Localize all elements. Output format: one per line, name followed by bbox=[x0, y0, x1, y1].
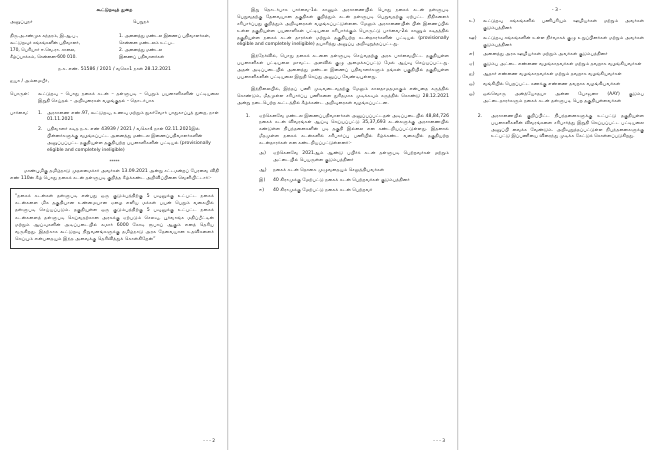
refs-label: பார்வை: bbox=[10, 110, 29, 116]
condition-text: குடும்ப அட்டை எண்ணை வழங்காதவர்கள் மற்றும் தவறாக வழங்கியவர்கள் bbox=[483, 62, 642, 68]
condition-item bbox=[469, 36, 644, 50]
references-list bbox=[38, 111, 219, 158]
condition-text: ஆதார் எண்ணை வழங்காதவர்கள் மற்றும் தவறாக வழங்கியவர்கள் bbox=[483, 72, 622, 78]
page-number: - - - 3 bbox=[433, 439, 445, 444]
item-text: ஏற்கெனவே மண்டல இணைப்பதிவாளர்கள் அனுப்பப்பட்டதன் அடிப்படையில் 48,84,726 நகைக் கடன் விவரங்கள் ஆய்வு செய்யப்பட்டு 35,37,693 கடன்களுக்கு அரசாணையில் கண்டுள்ள நிபந்தனைகளின் படி தகுதி இல்லை என கண்டறியப்பட்டுள்ளது. இதனால் மீதமுள்ள நகைக் கடன்களில் சரிபார்ப்பு பணியில் கீழ்க்கண்ட வகையில் தகுதியற்ற கடன்தாரர்கள் என கண்டறியப்பட்டுள்ளனர்:- bbox=[259, 113, 449, 147]
condition-item bbox=[259, 168, 449, 175]
condition-item bbox=[469, 52, 644, 59]
condition-marker: எ) bbox=[469, 52, 475, 58]
department-heading: கூட்டுறவுத் துறை bbox=[96, 8, 133, 13]
condition-marker: உ) bbox=[469, 18, 475, 24]
condition-item bbox=[469, 72, 644, 79]
receiver-address bbox=[105, 33, 219, 61]
condition-item bbox=[469, 82, 644, 89]
document-page-2 bbox=[229, 0, 458, 450]
salutation: ஐயா / அம்மையீர், bbox=[10, 78, 50, 84]
condition-marker: ஒ) bbox=[469, 82, 475, 88]
condition-text: ஏற்கெனவே 2021ஆம் ஆண்டு பயிர்க் கடன் தள்ளுபடி பெற்றவர்கள் மற்றும் அட்டையில் பெயருள்ள குடும்பத்தினர் bbox=[273, 151, 449, 163]
announcement-quote: “நகைக் கடன்கள் தள்ளுபடி என்பது ஒரு குடும்பத்திற்கு 5 பவுனுக்கு உட்பட்ட நகைக் கடன்களை மிக தகுதியான உண்மையான ஏழை எளிய மக்கள் பயன் பெறும் வகையில் தள்ளுபடி செய்யப்படும். தகுதியுள்ள ஒரு குடும்பத்திற்கு 5 பவுனுக்கு உட்பட்ட நகைக் கடன்களைத் தள்ளுபடி செய்வதற்கான அரசுக்கு ஏற்படும் செலவு, பூர்வாங்க மதிப்பீட்டின் மற்றும் ஆய்வுகளின் அடிப்படையில் சுமார் 6000 கோடி ரூபாய் ஆகும் எனத் தெரிய வருகிறது. இதற்காக கூட்டுறவு நிறுவனங்களுக்கு தமிழ்நாடு அரசு தேவையான உதவிகளைச் செய்யும் என்பதையும் இந்த அவைக்கு தெரிவித்துக் கொள்கிறேன்” bbox=[10, 188, 219, 249]
condition-item bbox=[259, 151, 449, 165]
condition-text: ஒவ்வொரு அன்த்யோதயா அன்ன யோஜனா (AAY) குடும்ப அட்டைதாரர்களும் நகைக் கடன் தள்ளுபடி பெற தகுதியுள்ளவர்கள் bbox=[483, 92, 644, 104]
sender-line: திரு.அ.சண்முக சுந்தரம், இ.ஆ.ப., bbox=[10, 33, 79, 39]
receiver-line: 2. அனைத்து மண்டல bbox=[119, 47, 163, 53]
condition-marker: ஆ) bbox=[259, 167, 267, 173]
page-number: - 3 - bbox=[551, 8, 562, 13]
sender-line: 170, பெரியார் ஈ.வெ.ரா. சாலை, bbox=[10, 47, 76, 53]
sender-line: கூட்டுறவுச் சங்கங்களின் பதிவாளர், bbox=[10, 40, 81, 46]
condition-text: கூட்டுறவு சங்கங்களின் உள்ள நிர்வாகக் குழு உறுப்பினர்கள் மற்றும் அவர்கள் குடும்பத்தினர் bbox=[483, 35, 644, 48]
separator-stars: ***** bbox=[109, 158, 120, 164]
document-page-1 bbox=[0, 0, 228, 450]
page-number: - - - 2 bbox=[203, 439, 215, 444]
receiver-line: சென்னை மண்டலம் உட்பட bbox=[119, 40, 175, 46]
paragraph: இந்நிலையில், இந்தப் பணி முடிவடைவதற்கு மேலும் காலதாமதமாகும் என்பதை கருத்தில் கொண்டும், மீதமுள்ள சரிபார்ப்பு பணிகளை துரிதமாக முடிக்கவும் கருத்தில் கொண்டு 28.12.2021 அன்று நடைபெற்ற கூட்டத்தில் கீழ்க்கண்ட அறிவுரைகள் வழங்கப்பட்டன. bbox=[237, 86, 449, 106]
condition-marker: ஐ) bbox=[469, 72, 475, 78]
paragraph: இந்நேர்வில், பொது நகைக் கடனை தள்ளுபடி செய்வதற்கு அரசு பார்வையிட்ட தகுதியுள்ள பயனாளிகள் பட்டியலை மாவட்ட அளவில் குழு அமைக்கப்பட்டு மேல் ஆய்வு செய்யப்பட்டது. அதன் அடிப்படையில் அனைத்து மண்டல இணைப் பதிவாளர்களும் தங்கள் பகுதியில் தகுதியுள்ள பயனாளிகளின் பட்டியலை இறுதி செய்து அனுப்ப வேண்டியுள்ளது. bbox=[237, 54, 449, 81]
condition-text: வங்கியில் பெறப்பட்ட கணக்கு எண்ணை தவறாக வழங்கியவர்கள் bbox=[483, 82, 621, 88]
condition-marker: இ) bbox=[259, 177, 266, 183]
condition-item bbox=[469, 62, 644, 69]
condition-item bbox=[259, 178, 449, 185]
receiver-line: இணைப் பதிவாளர்கள் bbox=[119, 54, 165, 60]
condition-list bbox=[259, 151, 449, 194]
reference-item: 2. பதிவாளர் கடித ந.க. எண் 43939 / 2021 / வகொ4 நாள் 02.11.2021இல் பின்னர்களுக்கு வழங்கப்பட்ட அனைத்து மண்டல இணைப்பதிவாளர்களின் அனுப்பப்பட்ட தகுதியுள்ள தகுதியற்ற பயனாளிகளின் பட்டியல் (provisionally eligible and completely ineligible) bbox=[38, 127, 219, 155]
condition-item bbox=[469, 19, 644, 33]
condition-marker: அ) bbox=[259, 151, 266, 157]
para-number: 2. bbox=[477, 113, 483, 119]
reference-text: பதிவாளர் கடித ந.க. எண் 43939 / 2021 / வகொ4 நாள் 02.11.2021இல் பின்னர்களுக்கு வழங்கப்பட்ட அனைத்து மண்டல இணைப்பதிவாளர்களின் அனுப்பப்பட்ட தகுதியுள்ள தகுதியற்ற பயனாளிகளின் பட்டியல் (provisionally eligible and completely ineligible) bbox=[47, 127, 211, 153]
condition-text: 40 கிராமுக்கு மேற்பட்டு நகைக் கடன் பெற்றவர் bbox=[273, 187, 373, 193]
paragraph: இது தொடர்பாக பார்வை-1ல் காணும் அரசாணையில் பொது நகைக் கடன் தள்ளுபடி பெறுவதற்கு தேவையான தகுதிகள் குறித்தும் கடன் தள்ளுபடி பெறுவதற்கு ஏற்பட்ட நிதிகளைச் சரிபார்ப்பது குறித்தும் அறிவுரைகள் வழங்கப்பட்டுள்ளன. மேலும் அரசாணையின் பின் இணைப்பில் உள்ள தகுதியுள்ள பயனாளிகள் பட்டியலை சரிபார்க்கும் பொருட்டு பார்வை-2ல் காணும் கடிதத்தில் தகுதியுள்ள நகைக் கடன் தாரர்கள் மற்றும் தகுதியற்ற கடன்தாரர்களின் பட்டியல் (provisionally eligible and completely ineligible) தயாரித்து அனுப்ப அறிவுறுத்தப்பட்டது. bbox=[237, 8, 449, 48]
subject-label: பொருள்: bbox=[10, 91, 30, 97]
condition-text: 40 கிராமுக்கு மேற்பட்டு நகைக் கடன் பெற்றவர்கள் குடும்பத்தினர் bbox=[273, 177, 410, 183]
condition-marker: ஈ) bbox=[259, 187, 265, 193]
condition-text: அனைத்து அரசு ஊழியர்கள் மற்றும் அவர்கள் குடும்பத்தினர் bbox=[483, 52, 608, 58]
document-page-3 bbox=[459, 0, 650, 450]
sender-address bbox=[10, 33, 105, 61]
reference-text: அரசாணை எண்.97, கூட்டுறவு, உணவு மற்றும் நுகர்வோர் பாதுகாப்புத் துறை, நாள் 01.11.2021 bbox=[47, 110, 219, 123]
reference-item: 1. அரசாணை எண்.97, கூட்டுறவு, உணவு மற்றும் நுகர்வோர் பாதுகாப்புத் துறை, நாள் 01.11.2021 bbox=[38, 110, 219, 123]
subject-text: கூட்டுறவு – பொது நகைக் கடன் – தள்ளுபடி – பெறும் பயனாளிகளின் பட்டியலை இறுதி செய்தல் – அறிவுரைகள் வழங்குதல் – தொடர்பாக bbox=[38, 91, 219, 104]
sender-label: அனுப்புநர் bbox=[10, 19, 33, 25]
receiver-label: பெறுநர் bbox=[132, 19, 149, 25]
condition-marker: ஓ) bbox=[469, 92, 475, 98]
sender-line: கீழ்ப்பாக்கம், சென்னை-600 010. bbox=[10, 54, 77, 60]
condition-marker: ஏ) bbox=[469, 62, 475, 68]
condition-marker: ஊ) bbox=[469, 35, 477, 41]
condition-item bbox=[469, 92, 644, 106]
para-text: அரசாணையில் குறிப்பிட்ட நிபந்தனைகளுக்கு உட்பட்டு தகுதியுள்ள பயனாளிகளின் விவரங்களை சரிபார்த்து இறுதி செய்யப்பட்ட பட்டியலை அனுப்பி வைக்க வேண்டும். அறிவுறுத்தப்பட்டுள்ள நிபந்தனைகளுக்கு உட்பட்டு இப்பணியை விரைந்து முடிக்க கேட்டுக் கொள்ளப்படுகிறது. bbox=[491, 113, 644, 140]
condition-text: நகைக் கடன் தொகை முழுவதையும் செலுத்தியவர்கள் bbox=[273, 167, 385, 173]
condition-item bbox=[259, 188, 449, 195]
reference-number: ந.க. எண். 51586 / 2021 / வகொ1 நாள் 28.12.2021 bbox=[58, 66, 171, 72]
item-number: 1. bbox=[245, 113, 251, 119]
condition-list bbox=[469, 19, 644, 106]
receiver-line: 1. அனைத்து மண்டல இணைப் பதிவாளர்கள், bbox=[119, 33, 211, 39]
intro-paragraph: மாண்புமிகு தமிழ்நாடு முதலமைச்சர் அவர்கள் 13.09.2021 அன்று சட்டமன்றப் பேரவை விதி எண் 110ன் கீழ் பொது நகைக் கடன் தள்ளுபடி குறித்த கீழ்க்கண்ட அறிவிப்பினை வெளியிட்டார்:- bbox=[10, 168, 219, 181]
condition-text: கூட்டுறவு சங்கங்களில் பணிபுரியும் ஊழியர்கள் மற்றும் அவர்கள் குடும்பத்தினர் bbox=[483, 18, 644, 31]
